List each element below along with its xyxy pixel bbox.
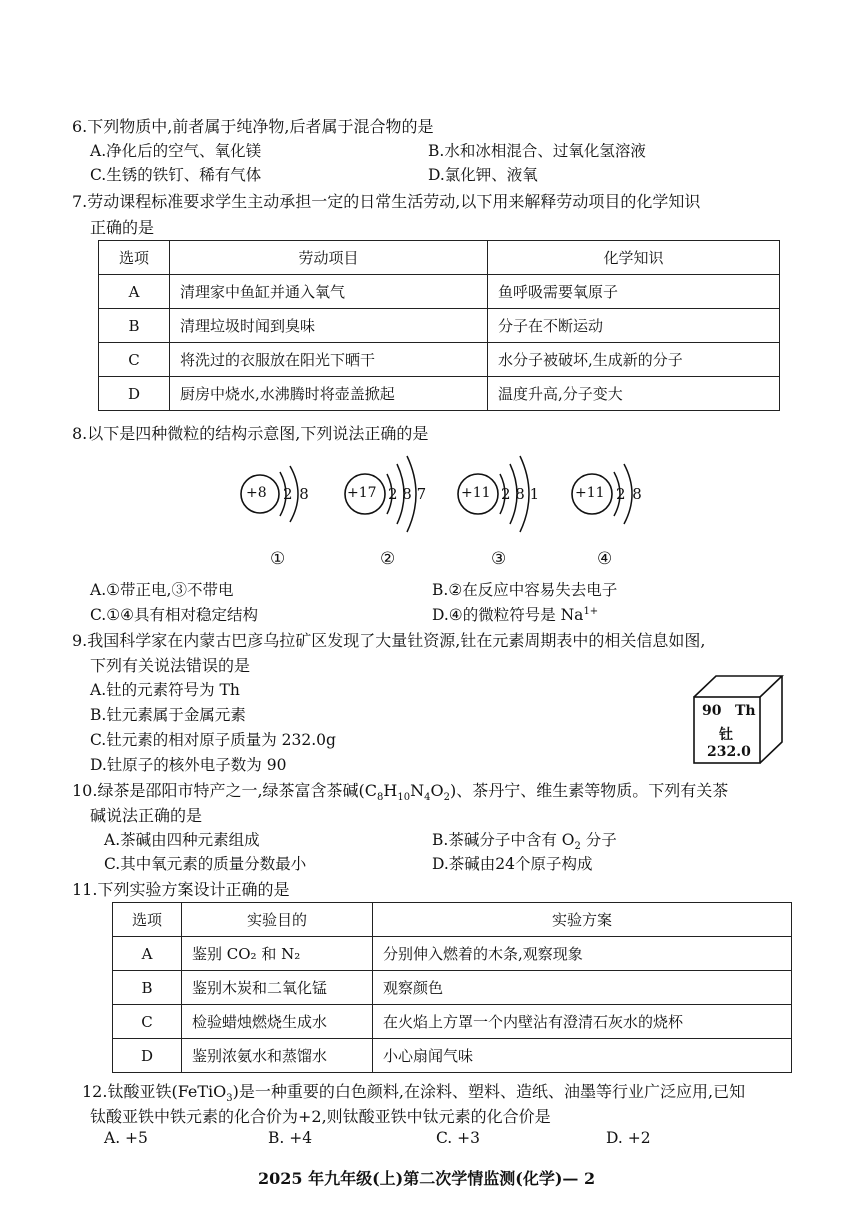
table-cell: B — [113, 971, 182, 1005]
nucleus-charge: +11 — [575, 485, 605, 501]
atomic-number: 90 — [702, 703, 722, 719]
table-row — [99, 377, 780, 411]
q6-stem: 6.下列物质中,前者属于纯净物,后者属于混合物的是 — [72, 117, 434, 136]
q10-stem-text: 10.绿茶是邵阳市特产之一,绿茶富含茶碱(C — [72, 781, 378, 800]
table-header: 化学知识 — [488, 241, 780, 275]
atom-diagram-2 — [343, 450, 453, 545]
table-cell: A — [99, 275, 170, 309]
table-header: 劳动项目 — [170, 241, 488, 275]
q12-stem-text: 12.钛酸亚铁(FeTiO — [82, 1082, 227, 1101]
table-cell: 将洗过的衣服放在阳光下晒干 — [170, 343, 488, 377]
nucleus-charge: +8 — [246, 485, 267, 501]
table-cell: 鱼呼吸需要氧原子 — [488, 275, 780, 309]
element-cell-thorium — [690, 672, 785, 767]
table-cell: 分子在不断运动 — [488, 309, 780, 343]
table-cell: 温度升高,分子变大 — [488, 377, 780, 411]
q11-table — [112, 902, 792, 1073]
q12-option-c: C. +3 — [436, 1129, 481, 1147]
atom-diagram-4 — [570, 456, 670, 541]
table-cell: 在火焰上方罩一个内壁沾有澄清石灰水的烧杯 — [373, 1005, 792, 1039]
table-cell: A — [113, 937, 182, 971]
q6-option-d: D.氯化钾、液氧 — [428, 166, 538, 184]
table-header: 实验方案 — [373, 903, 792, 937]
q8-stem: 8.以下是四种微粒的结构示意图,下列说法正确的是 — [72, 424, 429, 443]
atom-diagram-1 — [236, 458, 336, 538]
table-cell: 鉴别木炭和二氧化锰 — [182, 971, 373, 1005]
charge-superscript: 1+ — [583, 605, 599, 617]
q8-option-c: C.①④具有相对稳定结构 — [90, 606, 259, 624]
q10-option-b-text: B.茶碱分子中含有 O — [432, 831, 575, 849]
electron-shells: 2 8 7 — [388, 485, 427, 503]
table-header-row — [113, 903, 792, 937]
table-header: 实验目的 — [182, 903, 373, 937]
table-cell: 鉴别 CO₂ 和 N₂ — [182, 937, 373, 971]
table-header-row — [99, 241, 780, 275]
q10-option-a: A.茶碱由四种元素组成 — [104, 831, 260, 849]
table-cell: 水分子被破坏,生成新的分子 — [488, 343, 780, 377]
q7-stem-line1: 7.劳动课程标准要求学生主动承担一定的日常生活劳动,以下用来解释劳动项目的化学知识 — [72, 192, 701, 211]
table-cell: D — [99, 377, 170, 411]
table-cell: C — [99, 343, 170, 377]
table-cell: 检验蜡烛燃烧生成水 — [182, 1005, 373, 1039]
q10-stem-line1: 10.绿茶是邵阳市特产之一,绿茶富含茶碱$(C_8H_{10}N_4O_2)$、茶丹宁、维生素等物质。下列有关茶 — [72, 781, 729, 804]
element-symbol: Th — [735, 703, 756, 719]
table-header: 选项 — [113, 903, 182, 937]
q6-option-c: C.生锈的铁钉、稀有气体 — [90, 166, 262, 184]
table-cell: 清理垃圾时闻到臭味 — [170, 309, 488, 343]
q7-table — [98, 240, 780, 411]
q10-option-c: C.其中氧元素的质量分数最小 — [104, 855, 307, 873]
q9-option-c: C.钍元素的相对原子质量为 232.0g — [90, 731, 336, 749]
q8-option-d — [432, 603, 598, 625]
table-cell: 分别伸入燃着的木条,观察现象 — [373, 937, 792, 971]
q9-option-d: D.钍原子的核外电子数为 90 — [90, 756, 287, 774]
nucleus-charge: +17 — [347, 485, 377, 501]
table-row — [113, 1005, 792, 1039]
table-row — [113, 1039, 792, 1073]
q9-stem-line1: 9.我国科学家在内蒙古巴彦乌拉矿区发现了大量钍资源,钍在元素周期表中的相关信息如图, — [72, 631, 706, 650]
table-cell: 厨房中烧水,水沸腾时将壶盖掀起 — [170, 377, 488, 411]
q9-option-a: A.钍的元素符号为 Th — [90, 681, 240, 699]
nucleus-charge: +11 — [461, 485, 491, 501]
particle-label: ④ — [597, 549, 613, 569]
q6-option-b: B.水和冰相混合、过氧化氢溶液 — [428, 142, 646, 160]
q11-stem: 11.下列实验方案设计正确的是 — [72, 880, 290, 899]
table-cell: D — [113, 1039, 182, 1073]
q10-stem-line2: 碱说法正确的是 — [90, 806, 203, 825]
q10-option-d: D.茶碱由24个原子构成 — [432, 855, 593, 873]
q8-option-a: A.①带正电,③不带电 — [90, 581, 234, 599]
particle-label: ② — [380, 549, 396, 569]
q8-option-b: B.②在反应中容易失去电子 — [432, 581, 618, 599]
element-name: 钍 — [719, 727, 733, 743]
table-header: 选项 — [99, 241, 170, 275]
q9-stem-line2: 下列有关说法错误的是 — [90, 656, 251, 675]
table-cell: 鉴别浓氨水和蒸馏水 — [182, 1039, 373, 1073]
table-cell: 小心扇闻气味 — [373, 1039, 792, 1073]
q12-stem-text-2: )是一种重要的白色颜料,在涂料、塑料、造纸、油墨等行业广泛应用,已知 — [232, 1082, 746, 1101]
q6-option-a: A.净化后的空气、氧化镁 — [90, 142, 262, 160]
q12-option-a: A. +5 — [104, 1129, 148, 1147]
table-row — [99, 309, 780, 343]
table-row — [113, 971, 792, 1005]
q12-stem-line2: 钛酸亚铁中铁元素的化合价为+2,则钛酸亚铁中钛元素的化合价是 — [90, 1107, 551, 1126]
q12-option-b: B. +4 — [268, 1129, 313, 1147]
electron-shells: 2 8 1 — [501, 485, 540, 503]
q8-option-d-text: D.④的微粒符号是 Na — [432, 606, 584, 624]
particle-label: ③ — [491, 549, 507, 569]
table-row — [99, 343, 780, 377]
q10-stem-text-2: )、茶丹宁、维生素等物质。下列有关茶 — [449, 781, 729, 800]
table-row — [99, 275, 780, 309]
page-footer: 2025 年九年级(上)第二次学情监测(化学)— 2 — [258, 1169, 596, 1188]
particle-label: ① — [270, 549, 286, 569]
table-cell: 观察颜色 — [373, 971, 792, 1005]
q12-option-d: D. +2 — [606, 1129, 651, 1147]
atom-diagram-3 — [456, 450, 566, 545]
table-cell: C — [113, 1005, 182, 1039]
table-cell: B — [99, 309, 170, 343]
electron-shells: 2 8 — [616, 485, 643, 503]
table-cell: 清理家中鱼缸并通入氧气 — [170, 275, 488, 309]
q12-stem-line1: 12.钛酸亚铁(FeTiO$_3$)是一种重要的白色颜料,在涂料、塑料、造纸、油墨等行业广泛应用,已知 — [82, 1082, 746, 1105]
atomic-mass: 232.0 — [707, 744, 751, 760]
electron-shells: 2 8 — [283, 485, 310, 503]
q10-option-b-text-2: 分子 — [580, 831, 617, 849]
q10-option-b: B.茶碱分子中含有 $O_2$ 分子 — [432, 831, 617, 853]
q7-stem-line2: 正确的是 — [90, 218, 155, 237]
table-row — [113, 937, 792, 971]
q9-option-b: B.钍元素属于金属元素 — [90, 706, 246, 724]
